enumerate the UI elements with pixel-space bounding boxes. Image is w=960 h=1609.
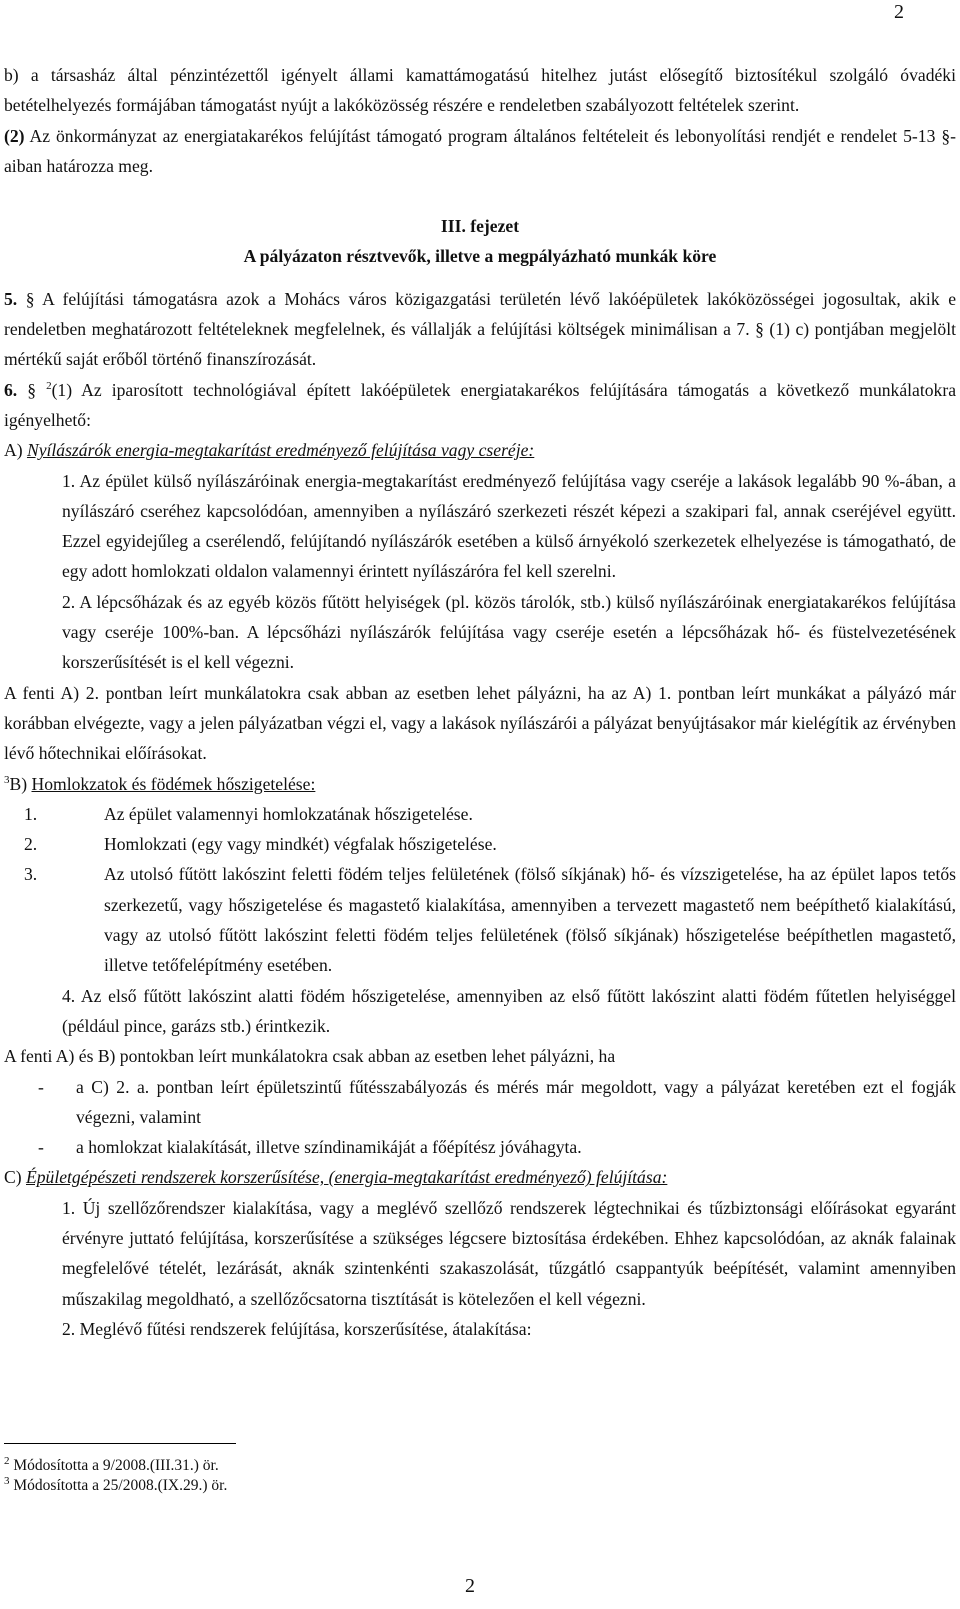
list-item	[4, 799, 956, 829]
section-6	[4, 375, 956, 436]
document-body	[4, 60, 956, 1344]
heading-a	[4, 435, 956, 465]
list-b	[4, 799, 956, 981]
list-item	[4, 859, 956, 980]
dash-text: a homlokzat kialakítását, illetve színdinamikáját a főépítész jóváhagyta.	[76, 1137, 582, 1158]
footnote-number: 2	[4, 1454, 10, 1467]
note-ab: A fenti A) és B) pontokban leírt munkálatokra csak abban az esetben lehet pályázni, ha	[4, 1046, 616, 1067]
section-text: (1) Az iparosított technológiával épített lakóépületek energiatakarékos felújítására támogatás a következő munkálatokra igényelhető:	[4, 379, 956, 430]
footnote-number: 3	[4, 1474, 10, 1487]
heading-title: Homlokzatok és födémek hőszigetelése:	[31, 773, 316, 794]
dash-item	[4, 1132, 956, 1162]
footnote-text: Módosította a 25/2008.(IX.29.) ör.	[9, 1477, 228, 1494]
chapter-title: A pályázaton résztvevők, illetve a megpályázható munkák köre	[243, 246, 717, 267]
footnote-ref: 3	[4, 773, 10, 786]
heading-prefix: B)	[9, 773, 32, 794]
dash-text: a C) 2. a. pontban leírt épületszintű fűtésszabályozás és mérés már megoldott, vagy a pályázat keretében ezt el fogják végezni, valamint	[76, 1076, 956, 1127]
heading-b	[4, 769, 956, 799]
heading-prefix: C)	[4, 1167, 26, 1188]
section-text: § A felújítási támogatásra azok a Mohács város közigazgatási területén lévő lakóépületek lakóközösségei jogosultak, akik e rendeletben meghatározott feltételeknek megfelelnek, és vállalják a felújítási költségek minimálisan a 7. § (1) c) pontjában megjelölt mértékű saját erőből történő finanszírozását.	[4, 288, 956, 370]
section-number: 6.	[4, 379, 18, 400]
item-b4: 4. Az első fűtött lakószint alatti födém hőszigetelése, amennyiben az első fűtött lakószint alatti födém fűtetlen helyiséggel (például pince, garázs stb.) érintkezik.	[62, 985, 956, 1036]
heading-title: Épületgépészeti rendszerek korszerűsítése, (energia-megtakarítást eredményező) felújítása:	[26, 1167, 668, 1188]
page-number-top: 2	[894, 1, 904, 23]
note-a: A fenti A) 2. pontban leírt munkálatokra csak abban az esetben lehet pályázni, ha az A) 1. pontban leírt munkákat a pályázó már korábban elvégezte, vagy a jelen pályázatban végzi el, vagy a lakások nyílászárói a pályázat benyújtásakor már kielégítik az érvényben lévő hőtechnikai előírásokat.	[4, 682, 956, 764]
list-text: Az épület valamennyi homlokzatának hőszigetelése.	[104, 803, 473, 824]
list-text: Homlokzati (egy vagy mindkét) végfalak hőszigetelése.	[104, 834, 497, 855]
list-item	[4, 829, 956, 859]
footnote-ref: 2	[46, 379, 52, 392]
paragraph-b: b) a társasház által pénzintézettől igényelt állami kamattámogatású hitelhez jutást elősegítő biztosítékul szolgáló óvadéki betételhelyezés formájában támogatást nyújt a lakóközösség részére e rendeletben szabályozott feltételek szerint.	[4, 65, 956, 116]
footnote	[4, 1456, 219, 1476]
section-number: 5.	[4, 288, 18, 309]
paragraph-text: Az önkormányzat az energiatakarékos felújítást támogató program általános feltételeit és lebonyolítási rendjét e rendelet 5-13 §-aiban határozza meg.	[4, 125, 956, 176]
heading-c	[4, 1162, 956, 1192]
footnote-text: Módosította a 9/2008.(III.31.) ör.	[9, 1457, 219, 1474]
list-number: 3.	[24, 864, 38, 885]
page-number-bottom: 2	[465, 1575, 475, 1597]
heading-prefix: A)	[4, 440, 27, 461]
dash-marker: -	[38, 1137, 44, 1158]
list-number: 2.	[24, 834, 38, 855]
chapter-heading: III. fejezet	[440, 216, 520, 237]
item-c1: 1. Új szellőzőrendszer kialakítása, vagy a meglévő szellőző rendszerek légtechnikai és tűzbiztonsági előírásokat egyaránt érvényre juttató felújítása, korszerűsítése a szükséges légcsere biztosítása érdekében. Ehhez kapcsolódóan, az aknák falainak megfelelővé tételét, lezárását, aknák szintenkénti szakaszolását, tűzgátló csappantyúk beépítését, valamint amennyiben műszakilag megoldható, a szellőzőcsatorna tisztítását is kötelezően el kell végezni.	[62, 1197, 956, 1309]
paragraph-number: (2)	[4, 125, 25, 146]
list-text: Az utolsó fűtött lakószint feletti födém teljes felületének (fölső síkjának) hő- és vízszigetelése, ha az épület lapos tetős szerkezetű, vagy hőszigetelése és magastető kialakítása, amennyiben a tervezett magastető nem beépíthető kialakítású, vagy az utolsó fűtött lakószint feletti födém teljes felületének (fölső síkjának) hőszigetelése beépíthetlen magastető, illetve tetőfelépítmény esetében.	[104, 864, 956, 976]
item-c2: 2. Meglévő fűtési rendszerek felújítása, korszerűsítése, átalakítása:	[62, 1318, 532, 1339]
section-5	[4, 284, 956, 375]
list-number: 1.	[24, 803, 38, 824]
item-a1: 1. Az épület külső nyílászáróinak energia-megtakarítást eredményező felújítása vagy cseréje a lakások legalább 90 %-ában, a nyílászáró cseréhez kapcsolódóan, amennyiben a nyílászáró szerkezeti részét képezi a szakipari fal, annak cseréjével együtt. Ezzel egyidejűleg a cserélendő, felújítandó nyílászárók esetében a külső árnyékoló szerkezetek elhelyezése is támogatható, de egy adott homlokzati oldalon valamennyi érintett nyílászáróra fel kell szerelni.	[62, 470, 956, 582]
item-a2: 2. A lépcsőházak és az egyéb közös fűtött helyiségek (pl. közös tárolók, stb.) külső nyílászáróinak energiatakarékos felújítása vagy cseréje 100%-ban. A lépcsőházi nyílászárók felújítása vagy cseréje esetén a lépcsőházak hő- és füstelvezetésének korszerűsítését is el kell végezni.	[62, 591, 956, 673]
dash-marker: -	[38, 1076, 44, 1097]
section-sign: §	[17, 379, 47, 400]
footnote-separator	[4, 1443, 236, 1444]
footnote	[4, 1476, 227, 1496]
paragraph-2	[4, 121, 956, 182]
dash-item	[4, 1072, 956, 1133]
heading-title: Nyílászárók energia-megtakarítást eredményező felújítása vagy cseréje:	[26, 440, 535, 461]
